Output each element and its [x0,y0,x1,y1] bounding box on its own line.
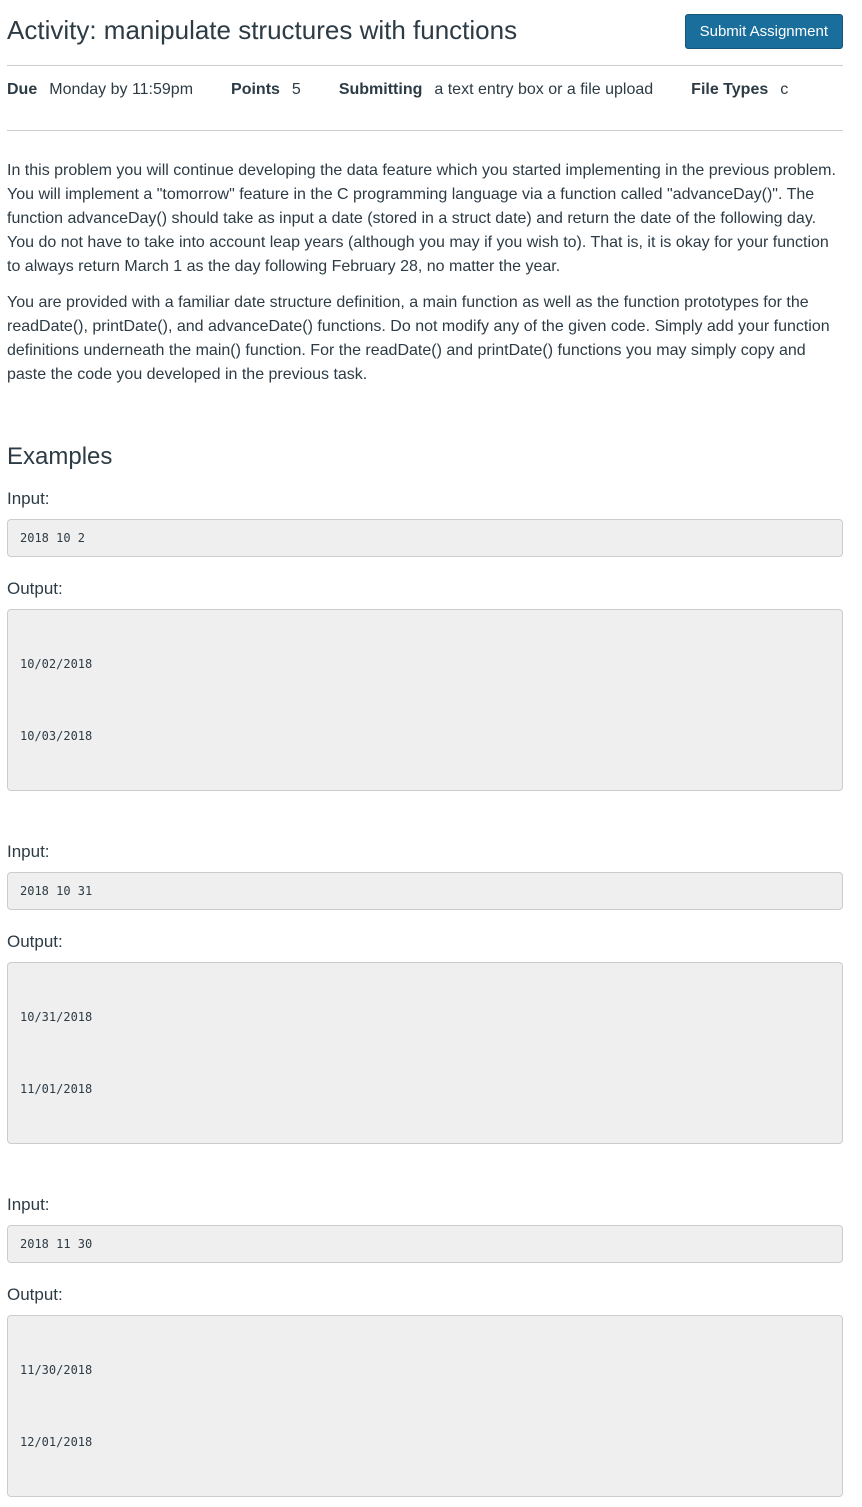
assignment-description [7,159,843,387]
page-title: Activity: manipulate structures with functions [7,15,518,45]
output-line: 12/01/2018 [20,1435,93,1449]
file-types-value: c [780,81,789,98]
assignment-meta [7,66,843,114]
submitting-value: a text entry box or a file upload [434,81,654,98]
example-1 [7,488,843,791]
output-label: Output: [7,1285,63,1304]
output-line: 10/03/2018 [20,729,93,743]
submitting-label: Submitting [338,81,423,98]
output-group [7,578,843,791]
divider-meta [7,130,843,131]
examples-heading: Examples [7,443,113,470]
example-3 [7,1194,843,1497]
submit-assignment-button[interactable]: Submit Assignment [685,14,843,49]
description-paragraph-2: You are provided with a familiar date structure definition, a main function as well as the function prototypes for the readDate(), printDate(), and advanceDate() functions. Do not modify any of the given code. Simply add your function definitions underneath the main() function. For the readDate() and printDate() functions you may simply copy and paste the code you developed in the previous task. [7,294,830,383]
output-line: 11/30/2018 [20,1363,93,1377]
output-code-block [7,962,843,1144]
due-label: Due [7,81,38,98]
output-line: 10/31/2018 [20,1010,93,1024]
description-paragraph-1: In this problem you will continue developing the data feature which you started implementing in the previous problem. You will implement a "tomorrow" feature in the C programming language via a function called "advanceDay()". The function advanceDay() should take as input a date (stored in a struct date) and return the date of the following day. You do not have to take into account leap years (although you may if you wish to). That is, it is okay for your function to always return March 1 as the day following February 28, no matter the year. [7,162,836,275]
output-group [7,1284,843,1497]
output-line: 10/02/2018 [20,657,93,671]
points-label: Points [231,81,280,98]
output-label: Output: [7,932,63,951]
example-2 [7,841,843,1144]
due-value: Monday by 11:59pm [49,81,194,98]
output-line: 11/01/2018 [20,1082,93,1096]
input-label: Input: [7,489,50,508]
meta-points [231,81,301,99]
points-value: 5 [291,81,301,98]
output-group [7,931,843,1144]
input-label: Input: [7,1195,50,1214]
file-types-label: File Types [691,81,769,98]
input-code-block: 2018 11 30 [7,1225,843,1263]
output-code-block [7,609,843,791]
output-label: Output: [7,579,63,598]
input-label: Input: [7,842,50,861]
input-code-block: 2018 10 31 [7,872,843,910]
meta-file-types [691,81,788,99]
assignment-header [7,8,843,49]
meta-due [7,81,193,99]
output-code-block [7,1315,843,1497]
meta-submitting [339,81,653,99]
input-code-block: 2018 10 2 [7,519,843,557]
